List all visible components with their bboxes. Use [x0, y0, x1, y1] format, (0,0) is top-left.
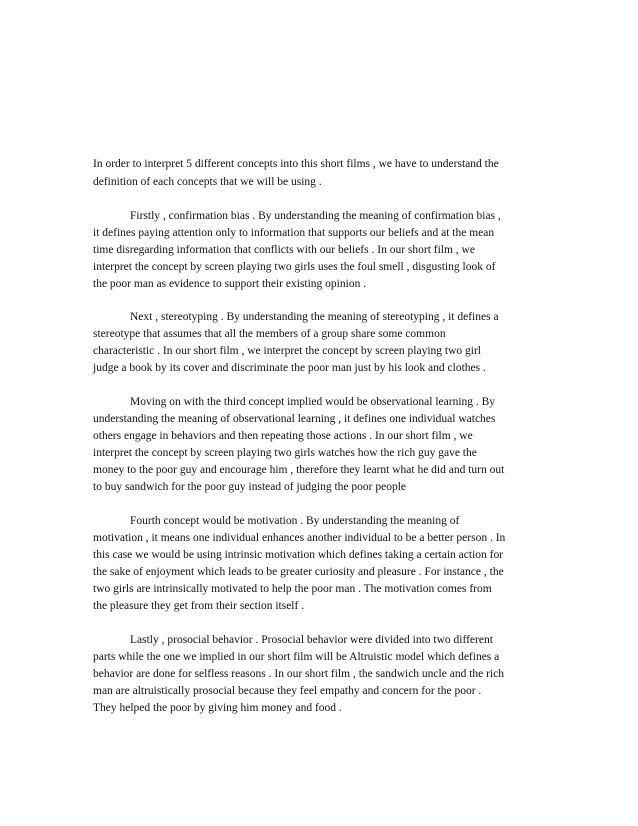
- paragraph-2-line-3: time disregarding information that conflicts with our beliefs . In our short film , we: [93, 244, 475, 256]
- paragraph-5-line-4: the sake of enjoyment which leads to be greater curiosity and pleasure . For instance , the: [93, 566, 504, 578]
- paragraph-5-line-5: two girls are intrinsically motivated to help the poor man . The motivation comes from: [93, 583, 492, 595]
- paragraph-4-line-3: others engage in behaviors and then repeating those actions . In our short film , we: [93, 430, 473, 442]
- paragraph-3-line-2: stereotype that assumes that all the members of a group share some common: [93, 328, 446, 340]
- paragraph-5-line-3: this case we would be using intrinsic motivation which defines taking a certain action for: [93, 549, 504, 561]
- paragraph-4-line-6: to buy sandwich for the poor guy instead of judging the poor people: [93, 481, 406, 493]
- paragraph-2-line-1: Firstly , confirmation bias . By understanding the meaning of confirmation bias ,: [130, 210, 501, 222]
- paragraph-1-line-2: definition of each concepts that we will be using .: [93, 176, 322, 188]
- paragraph-2-line-4: interpret the concept by screen playing two girls uses the foul smell , disgusting look of: [93, 261, 496, 273]
- paragraph-6-line-1: Lastly , prosocial behavior . Prosocial behavior were divided into two different: [130, 634, 493, 646]
- paragraph-1-line-1: In order to interpret 5 different concepts into this short films , we have to understand the: [93, 158, 499, 170]
- paragraph-4-line-1: Moving on with the third concept implied would be observational learning . By: [130, 396, 496, 408]
- paragraph-6-line-4: man are altruistically prosocial because they feel empathy and concern for the poor .: [93, 685, 482, 697]
- paragraph-6-line-3: behavior are done for selfless reasons . In our short film , the sandwich uncle and the rich: [93, 668, 504, 680]
- paragraph-3-line-4: judge a book by its cover and discriminate the poor man just by his look and clothes .: [93, 362, 486, 374]
- paragraph-6-line-2: parts while the one we implied in our short film will be Altruistic model which defines a: [93, 651, 500, 663]
- paragraph-4-line-4: interpret the concept by screen playing two girls watches how the rich guy gave the: [93, 447, 477, 459]
- paragraph-2-line-5: the poor man as evidence to support their existing opinion .: [93, 278, 367, 290]
- paragraph-3-line-3: characteristic . In our short film , we interpret the concept by screen playing two girl: [93, 345, 481, 357]
- paragraph-5-line-1: Fourth concept would be motivation . By understanding the meaning of: [130, 515, 460, 527]
- paragraph-4-line-5: money to the poor guy and encourage him , therefore they learnt what he did and turn out: [93, 464, 505, 476]
- paragraph-5-line-6: the pleasure they get from their section itself .: [93, 600, 305, 612]
- paragraph-4-line-2: understanding the meaning of observational learning , it defines one individual watches: [93, 413, 496, 425]
- paragraph-6-line-5: They helped the poor by giving him money and food .: [93, 702, 342, 714]
- paragraph-2-line-2: it defines paying attention only to information that supports our beliefs and at the mean: [93, 227, 495, 239]
- paragraph-5-line-2: motivation , it means one individual enhances another individual to be a better person . In: [93, 532, 506, 544]
- paragraph-3-line-1: Next , stereotyping . By understanding the meaning of stereotyping , it defines a: [130, 311, 499, 323]
